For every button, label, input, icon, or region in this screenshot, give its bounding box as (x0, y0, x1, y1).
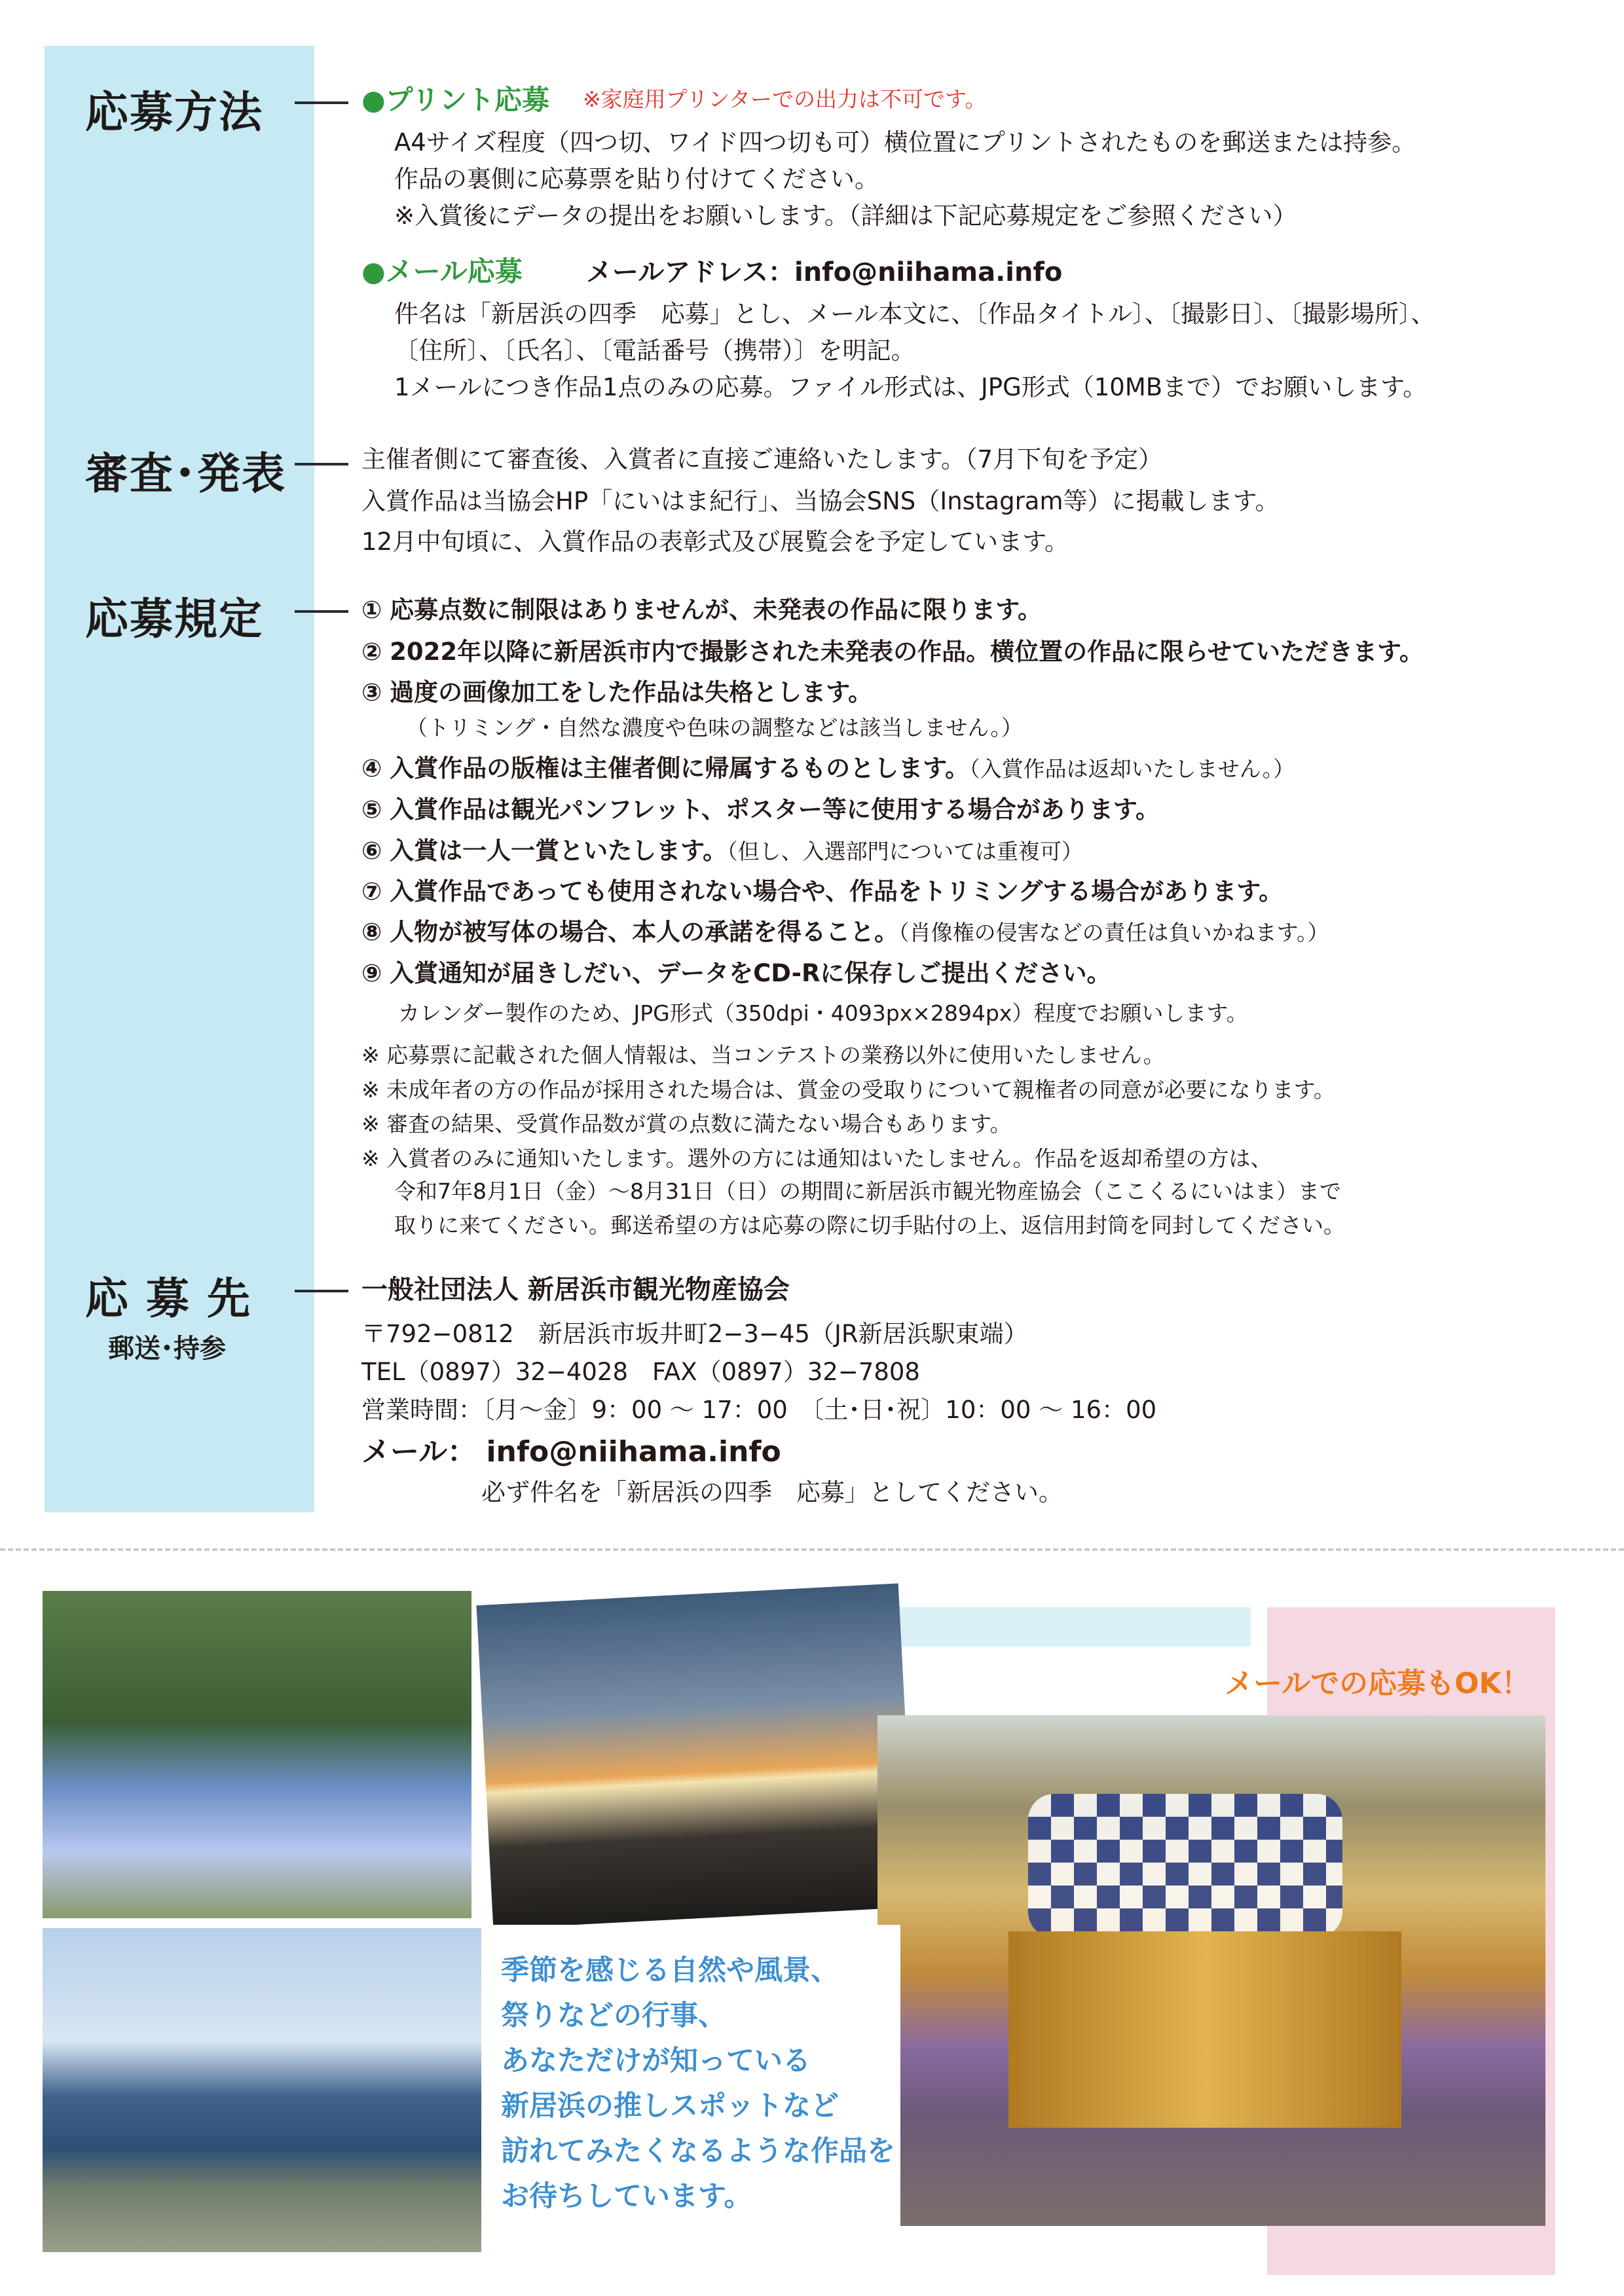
heading-rules: 応募規定 (85, 594, 263, 644)
rule-note: 令和7年8月1日（金）～8月31日（日）の期間に新居浜市観光物産協会（ここくるにいはま）まで (394, 1178, 1341, 1204)
mail-line-2: 〔住所〕、〔氏名〕、〔電話番号（携帯）〕を明記。 (394, 337, 915, 365)
caption-line: 訪れてみたくなるような作品を (501, 2135, 895, 2168)
cut-line (0, 1548, 1624, 1551)
caption-line: 新居浜の推しスポットなど (501, 2090, 839, 2123)
review-line-1: 主催者側にて審査後、入賞者に直接ご連絡いたします。（7月下旬を予定） (361, 445, 1163, 473)
heading-method: 応募方法 (85, 87, 263, 137)
rule-3-sub: （トリミング・自然な濃度や色味の調整などは該当しません。） (406, 715, 1023, 740)
print-note: ※家庭用プリンターでの出力は不可です。 (583, 86, 987, 112)
rule-note: ※ 応募票に記載された個人情報は、当コンテストの業務以外に使用いたしません。 (361, 1042, 1165, 1068)
taiko-float-body (1008, 1931, 1401, 2128)
rule-item: ③ 過度の画像加工をした作品は失格とします。 (361, 678, 873, 706)
rule-note: ※ 未成年者の方の作品が採用された場合は、賞金の受取りについて親権者の同意が必要になります。 (361, 1077, 1335, 1102)
review-line-2: 入賞作品は当協会HP「にいはま紀行」、当協会SNS（Instagram等）に掲載します。 (361, 487, 1280, 515)
destination-phone: TEL（0897）32−4028 FAX（0897）32−7808 (361, 1358, 920, 1386)
rule-note: ※ 審査の結果、受賞作品数が賞の点数に満たない場合もあります。 (361, 1111, 1012, 1137)
heading-destination: 応 募 先 (85, 1273, 251, 1324)
rule-item: ⑧ 人物が被写体の場合、本人の承諾を得ること。（肖像権の侵害などの責任は負いかねます。） (361, 918, 1329, 946)
rule-item: ② 2022年以降に新居浜市内で撮影された未発表の作品。横位置の作品に限らせていただきます。 (361, 638, 1424, 666)
mail-address: メールアドレス：info@niihama.info (586, 257, 1063, 287)
destination-address: 〒792−0812 新居浜市坂井町2−3−45（JR新居浜駅東端） (361, 1320, 1028, 1348)
festival-photo (877, 1715, 1545, 2226)
blue-background (897, 1607, 1251, 1647)
mail-title-text: ●メール応募 (361, 255, 523, 287)
rule-item: ④ 入賞作品の版権は主催者側に帰属するものとします。（入賞作品は返却いたしません。） (361, 754, 1295, 782)
destination-mail: メール： info@niihama.info (361, 1435, 781, 1468)
hydrangea-photo (43, 1591, 471, 1918)
destination-subheading: 郵送･持参 (108, 1334, 226, 1364)
mail-line-1: 件名は「新居浜の四季 応募」とし、メール本文に、〔作品タイトル〕、〔撮影日〕、〔撮影場所〕、 (394, 300, 1435, 328)
rule-9-sub: カレンダー製作のため、JPG形式（350dpi・4093px×2894px）程度でお願いします。 (398, 1000, 1248, 1026)
sunset-photo (476, 1583, 915, 1929)
mail-line-3: 1メールにつき作品1点のみの応募。ファイル形式は、JPG形式（10MBまで）でお願いします。 (394, 373, 1428, 401)
mail-ok-banner: メールでの応募もOK！ (1225, 1667, 1530, 1700)
rule-item: ⑥ 入賞は一人一賞といたします。（但し、入選部門については重複可） (361, 837, 1083, 865)
destination-org: 一般社団法人 新居浜市観光物産協会 (361, 1275, 790, 1305)
heading-dash (295, 1290, 348, 1292)
rule-item: ⑦ 入賞作品であっても使用されない場合や、作品をトリミングする場合があります。 (361, 877, 1283, 905)
caption-line: お待ちしています。 (501, 2180, 752, 2213)
review-line-3: 12月中旬頃に、入賞作品の表彰式及び展覧会を予定しています。 (361, 528, 1069, 556)
heading-dash (295, 101, 348, 104)
print-line-3: ※入賞後にデータの提出をお願いします。（詳細は下記応募規定をご参照ください） (394, 202, 1297, 230)
heading-dash (295, 610, 348, 613)
print-line-1: A4サイズ程度（四つ切、ワイド四つ切も可）横位置にプリントされたものを郵送または持参。 (394, 128, 1416, 156)
print-title-text: ●プリント応募 (361, 84, 549, 116)
taiko-float-top (1028, 1794, 1342, 1938)
rule-item: ① 応募点数に制限はありませんが、未発表の作品に限ります。 (361, 596, 1043, 624)
heading-review: 審査･発表 (85, 448, 286, 499)
rule-note: 取りに来てください。郵送希望の方は応募の際に切手貼付の上、返信用封筒を同封してください。 (394, 1212, 1345, 1238)
print-title (361, 84, 549, 117)
caption-line: あなただけが知っている (501, 2045, 811, 2077)
print-line-2: 作品の裏側に応募票を貼り付けてください。 (394, 165, 879, 193)
mail-title (361, 255, 523, 288)
destination-mail-address[interactable]: info@niihama.info (486, 1435, 781, 1468)
rule-item: ⑤ 入賞作品は観光パンフレット、ポスター等に使用する場合があります。 (361, 795, 1160, 824)
destination-mail-note: 必ず件名を「新居浜の四季 応募」としてください。 (481, 1478, 1063, 1506)
caption-line: 祭りなどの行事、 (501, 1999, 726, 2032)
rule-note: ※ 入賞者のみに通知いたします。選外の方には通知はいたしません。作品を返却希望の方は、 (361, 1146, 1272, 1171)
destination-hours: 営業時間：〔月～金〕9：00 ～ 17：00 〔土･日･祝〕10：00 ～ 16：00 (361, 1396, 1157, 1424)
seaside-photo (43, 1928, 501, 2252)
heading-dash (295, 463, 348, 465)
rule-item: ⑨ 入賞通知が届きしだい、データをCD-Rに保存しご提出ください。 (361, 959, 1111, 987)
caption-line: 季節を感じる自然や風景、 (501, 1954, 839, 1987)
